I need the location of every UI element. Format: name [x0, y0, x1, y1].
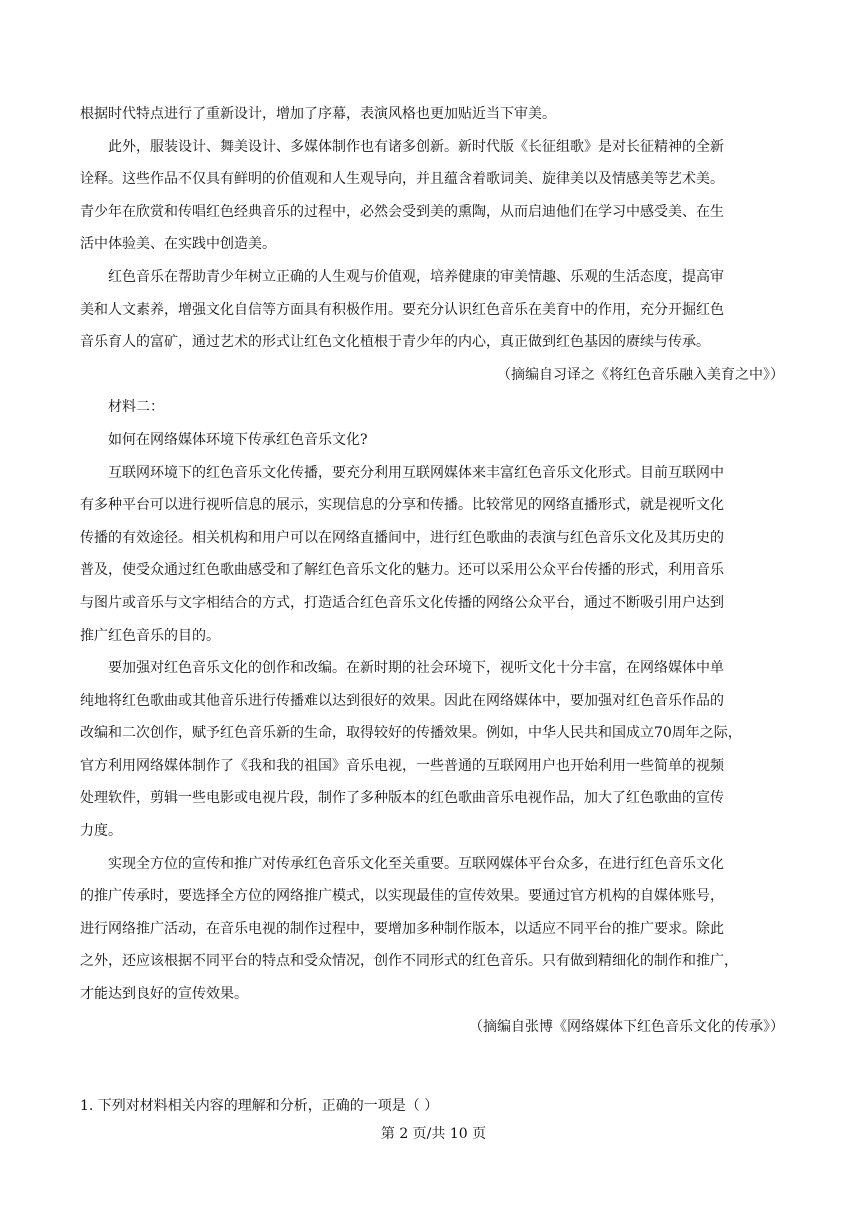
paragraph-start-line: 此外，服装设计、舞美设计、多媒体制作也有诸多创新。新时代版《长征组歌》是对长征精神的全新 — [108, 138, 724, 155]
text-line: 官方利用网络媒体制作了《我和我的祖国》音乐电视，一些普通的互联网用户也开始利用一些简单的视频 — [80, 757, 724, 774]
text-line: 根据时代特点进行了重新设计，增加了序幕，表演风格也更加贴近当下审美。 — [80, 106, 556, 122]
page-footer: 第 2 页/共 10 页 — [380, 1126, 487, 1142]
text-line: 与图片或音乐与文字相结合的方式，打造适合红色音乐文化传播的网络公众平台，通过不断吸引用户达到 — [80, 594, 724, 611]
text-line: 有多种平台可以进行视听信息的展示，实现信息的分享和传播。比较常见的网络直播形式，就是视听文化 — [80, 497, 724, 514]
text-line: 音乐育人的富矿，通过艺术的形式让红色文化植根于青少年的内心，真正做到红色基因的赓续与传承。 — [80, 334, 710, 351]
text-line: 诠释。这些作品不仅具有鲜明的价值观和人生观导向，并且蕴含着歌词美、旋律美以及情感美等艺术美。 — [80, 171, 724, 188]
text-line: 力度。 — [80, 823, 122, 840]
text-line: 普及，使受众通过红色歌曲感受和了解红色音乐文化的魅力。还可以采用公众平台传播的形式，利用音乐 — [80, 562, 724, 579]
section-question-title: 如何在网络媒体环境下传承红色音乐文化? — [108, 431, 368, 448]
article-body — [80, 98, 790, 1043]
text-line: 纯地将红色歌曲或其他音乐进行传播难以达到很好的效果。因此在网络媒体中，要加强对红色音乐作品的 — [80, 692, 724, 709]
text-line: 传播的有效途径。相关机构和用户可以在网络直播间中，进行红色歌曲的表演与红色音乐文化及其历史的 — [80, 529, 724, 546]
text-line: 美和人文素养，增强文化自信等方面具有积极作用。要充分认识红色音乐在美育中的作用，充分开掘红色 — [80, 301, 724, 318]
text-line: 青少年在欣赏和传唱红色经典音乐的过程中，必然会受到美的熏陶，从而启迪他们在学习中感受美、在生 — [80, 203, 724, 220]
paragraph-start-line: 互联网环境下的红色音乐文化传播，要充分利用互联网媒体来丰富红色音乐文化形式。目前互联网中 — [108, 464, 724, 481]
text-line: 之外，还应该根据不同平台的特点和受众情况，创作不同形式的红色音乐。只有做到精细化的制作和推广， — [80, 953, 738, 970]
paragraph-start-line: 红色音乐在帮助青少年树立正确的人生观与价值观，培养健康的审美情趣、乐观的生活态度，提高审 — [108, 268, 724, 285]
question-stem: 1. 下列对材料相关内容的理解和分析，正确的一项是（ ） — [80, 1098, 439, 1114]
text-line: 推广红色音乐的目的。 — [80, 627, 220, 644]
source-citation: （摘编自张博《网络媒体下红色音乐文化的传承》） — [469, 1018, 784, 1035]
text-line: 的推广传承时，要选择全方位的网络推广模式，以实现最佳的宣传效果。要通过官方机构的自媒体账号， — [80, 888, 724, 905]
paragraph-start-line: 要加强对红色音乐文化的创作和改编。在新时期的社会环境下，视听文化十分丰富，在网络媒体中单 — [108, 660, 724, 677]
text-line: 才能达到良好的宣传效果。 — [80, 986, 248, 1003]
source-citation: （摘编自习译之《将红色音乐融入美育之中》） — [497, 366, 784, 383]
section-heading: 材料二： — [108, 399, 164, 416]
paragraph-start-line: 实现全方位的宣传和推广对传承红色音乐文化至关重要。互联网媒体平台众多，在进行红色音乐文化 — [108, 855, 724, 872]
text-line: 处理软件，剪辑一些电影或电视片段，制作了多种版本的红色歌曲音乐电视作品，加大了红色歌曲的宣传 — [80, 790, 724, 807]
text-line: 改编和二次创作，赋予红色音乐新的生命，取得较好的传播效果。例如，中华人民共和国成立70周年之际， — [80, 725, 742, 742]
text-line: 活中体验美、在实践中创造美。 — [80, 236, 276, 253]
text-line: 进行网络推广活动，在音乐电视的制作过程中，要增加多种制作版本，以适应不同平台的推广要求。除此 — [80, 920, 724, 937]
